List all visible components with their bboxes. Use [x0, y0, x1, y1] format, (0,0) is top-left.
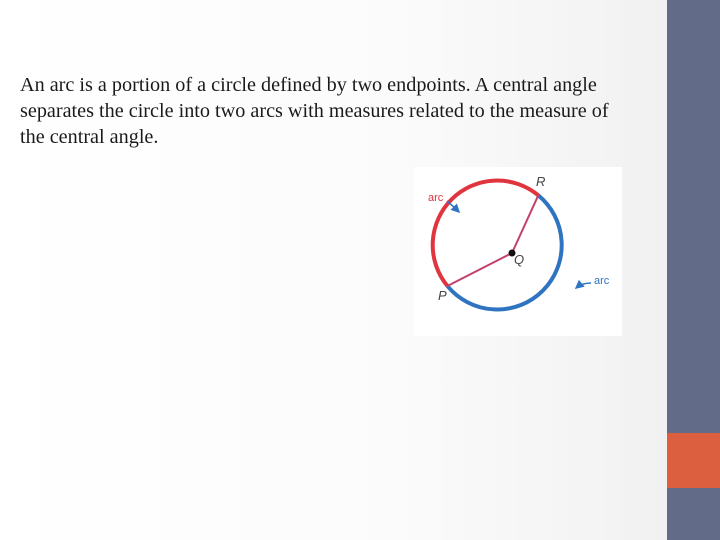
minor-arc-pointer — [447, 201, 459, 212]
minor-arc-label: arc — [428, 192, 444, 204]
point-r-label: R — [536, 174, 546, 189]
major-arc — [447, 195, 561, 309]
radius-qp — [447, 253, 512, 286]
circle-arc-diagram — [414, 167, 622, 336]
major-arc-pointer — [576, 283, 591, 288]
arc-diagram-svg — [414, 167, 622, 336]
major-arc-label: arc — [594, 275, 610, 287]
slide-body-text: An arc is a portion of a circle defined by two endpoints. A central angle separates the circle into two arcs with measures related to the measure of the central angle. — [20, 74, 609, 148]
sidebar-accent-block — [667, 433, 720, 488]
point-p-label: P — [438, 288, 447, 303]
minor-arc — [433, 181, 539, 286]
point-q-label: Q — [514, 252, 525, 267]
radius-qr — [512, 195, 538, 253]
